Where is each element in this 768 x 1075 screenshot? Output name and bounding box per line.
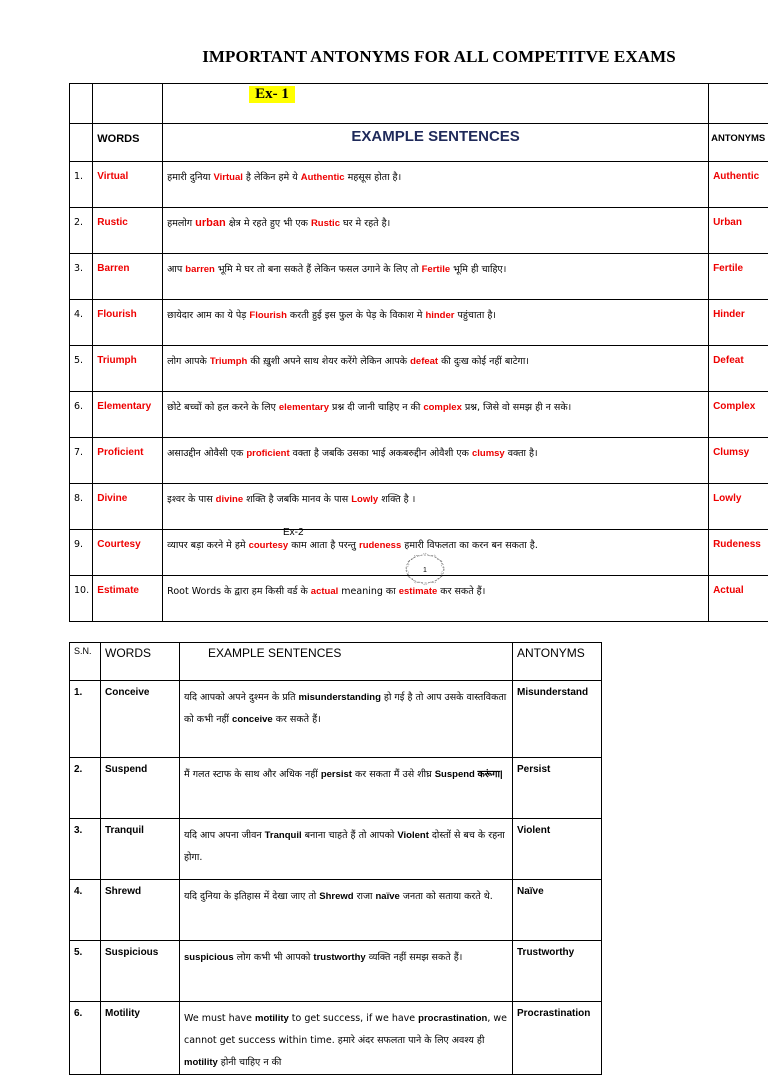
highlighted-word: urban	[195, 217, 226, 229]
table-row	[70, 392, 768, 438]
table-row	[70, 484, 768, 530]
sentence-text: की दुःख कोई नहीं बाटेगा।	[438, 356, 529, 367]
sentence-text: शक्ति है जबकि मानव के पास	[243, 494, 351, 505]
sentence-text: लोग आपके	[167, 356, 210, 367]
sentence-text: कर सकते हैं।	[273, 714, 321, 725]
serial-number: 2.	[70, 758, 101, 819]
sentence-cell	[163, 300, 709, 346]
sentence-cell	[180, 681, 513, 758]
antonym-cell: Procrastination	[513, 1002, 602, 1075]
highlighted-word: actual	[311, 586, 338, 597]
sentence-text: वक्ता है।	[505, 448, 538, 459]
serial-number: 4.	[70, 300, 93, 346]
table-row	[70, 1002, 602, 1075]
antonym-cell: Urban	[709, 208, 768, 254]
highlighted-word: defeat	[410, 356, 438, 367]
table-row	[70, 941, 602, 1002]
highlighted-word: trustworthy	[313, 952, 365, 963]
sentence-text: भूमि ही चाहिए।	[450, 264, 506, 275]
table-row	[70, 254, 768, 300]
sentence-text: महसूस होता है।	[345, 172, 402, 183]
table-row	[70, 880, 602, 941]
highlighted-word: Triumph	[210, 356, 247, 367]
table-row	[70, 758, 602, 819]
serial-number: 1.	[70, 681, 101, 758]
header-words: WORDS	[97, 133, 139, 145]
sentence-text: to get success, if we have	[289, 1013, 418, 1024]
header-example-sentences-2: EXAMPLE SENTENCES	[208, 646, 341, 660]
header-example-sentences: EXAMPLE SENTENCES	[167, 128, 704, 145]
sentence-text: हमलोग	[167, 218, 195, 229]
highlighted-word: motility	[184, 1057, 218, 1068]
highlighted-word: Fertile	[422, 264, 451, 275]
word-cell: Proficient	[93, 438, 163, 484]
highlighted-word: barren	[185, 264, 215, 275]
page-number-badge	[403, 551, 447, 587]
highlighted-word: conceive	[232, 714, 273, 725]
sentence-text: वक्ता है जबकि उसका भाई अकबरुद्दीन ओवैशी एक	[290, 448, 472, 459]
word-cell: Courtesy	[93, 530, 163, 576]
sentence-text: प्रश्न दी जानी चाहिए न की	[329, 402, 423, 413]
word-cell: Motility	[101, 1002, 180, 1075]
serial-number: 3.	[70, 819, 101, 880]
word-cell: Flourish	[93, 300, 163, 346]
sentence-text: यदि आप अपना जीवन	[184, 830, 265, 841]
antonym-cell: Violent	[513, 819, 602, 880]
highlighted-word: estimate	[399, 586, 438, 597]
table-row	[70, 819, 602, 880]
serial-number: 3.	[70, 254, 93, 300]
sentence-cell	[180, 941, 513, 1002]
sentence-cell	[163, 346, 709, 392]
antonym-cell: Actual	[709, 576, 768, 622]
sentence-text: करती हुई इस फुल के पेड़ के विकाश मे	[287, 310, 426, 321]
sentence-cell	[163, 162, 709, 208]
sentence-text: व्यक्ति नहीं समझ सकते हैं।	[366, 952, 463, 963]
sentence-text: बनाना चाहते हैं तो आपको	[302, 830, 398, 841]
sentence-cell	[163, 254, 709, 300]
serial-number: 6.	[70, 1002, 101, 1075]
header-sn: S.N.	[74, 646, 92, 656]
highlighted-word: Flourish	[249, 310, 286, 321]
sentence-text: भूमि मे घर तो बना सकते हैं लेकिन फसल उगाने के लिए तो	[215, 264, 422, 275]
antonym-cell: Fertile	[709, 254, 768, 300]
sentence-cell	[163, 208, 709, 254]
sentence-text: होनी चाहिए न की	[218, 1057, 282, 1068]
sentence-cell	[163, 438, 709, 484]
antonym-cell: Rudeness	[709, 530, 768, 576]
serial-number: 8.	[70, 484, 93, 530]
antonym-cell: Trustworthy	[513, 941, 602, 1002]
serial-number: 2.	[70, 208, 93, 254]
highlighted-word: motility	[255, 1013, 289, 1024]
sentence-text: आप	[167, 264, 185, 275]
sentence-text: यदि दुनिया के इतिहास में देखा जाए तो	[184, 891, 319, 902]
antonym-cell: Lowly	[709, 484, 768, 530]
sentence-text: meaning का	[338, 586, 398, 597]
sentence-text: हमारी विफलता का करन बन सकता है.	[401, 540, 538, 551]
highlighted-word: naïve	[376, 891, 400, 902]
table-row	[70, 300, 768, 346]
highlighted-word: Virtual	[213, 172, 242, 183]
highlighted-word: Lowly	[351, 494, 378, 505]
antonym-cell: Hinder	[709, 300, 768, 346]
word-cell: Estimate	[93, 576, 163, 622]
sentence-text: पहुंचाता है।	[454, 310, 496, 321]
highlighted-word: Authentic	[301, 172, 345, 183]
serial-number: 9.	[70, 530, 93, 576]
antonym-cell: Persist	[513, 758, 602, 819]
highlighted-word: complex	[423, 402, 462, 413]
highlighted-word: proficient	[246, 448, 289, 459]
word-cell: Barren	[93, 254, 163, 300]
table-row	[70, 438, 768, 484]
highlighted-word: Rustic	[311, 218, 340, 229]
antonym-cell: Complex	[709, 392, 768, 438]
sentence-cell	[180, 758, 513, 819]
ex2-label: Ex-2	[283, 527, 304, 538]
highlighted-word: courtesy	[249, 540, 289, 551]
table-row	[70, 681, 602, 758]
sentence-cell	[180, 819, 513, 880]
highlighted-word: Tranquil	[265, 830, 302, 841]
sentence-text: राजा	[354, 891, 376, 902]
highlighted-word: Suspend करूंगा|	[435, 769, 503, 780]
table-row	[70, 162, 768, 208]
word-cell: Divine	[93, 484, 163, 530]
word-cell: Suspicious	[101, 941, 180, 1002]
highlighted-word: misunderstanding	[299, 692, 381, 703]
antonyms-table-ex2	[69, 642, 602, 1075]
word-cell: Conceive	[101, 681, 180, 758]
serial-number: 7.	[70, 438, 93, 484]
highlighted-word: Shrewd	[319, 891, 353, 902]
word-cell: Tranquil	[101, 819, 180, 880]
sentence-text: , we cannot get success within time. हमारे अंदर सफलता पाने के लिए अवश्य ही	[184, 1013, 507, 1046]
header-antonyms: ANTONYMS	[711, 133, 765, 144]
header-words-2: WORDS	[105, 646, 151, 660]
sentence-text: घर मे रहते है।	[340, 218, 390, 229]
serial-number: 4.	[70, 880, 101, 941]
sentence-text: व्यापर बड़ा करने मे हमे	[167, 540, 248, 551]
serial-number: 5.	[70, 346, 93, 392]
antonym-cell: Clumsy	[709, 438, 768, 484]
word-cell: Rustic	[93, 208, 163, 254]
sentence-text: कर सकते हैं।	[437, 586, 485, 597]
sentence-cell	[163, 484, 709, 530]
sentence-text: जनता को सताया करते थे.	[400, 891, 493, 902]
sentence-text: है लेकिन हमे ये	[243, 172, 301, 183]
ex1-label: Ex- 1	[249, 86, 295, 103]
highlighted-word: Violent	[397, 830, 429, 841]
word-cell: Shrewd	[101, 880, 180, 941]
highlighted-word: suspicious	[184, 952, 234, 963]
word-cell: Suspend	[101, 758, 180, 819]
table-row	[70, 208, 768, 254]
sentence-text: Root Words के द्वारा हम किसी वर्ड के	[167, 586, 311, 597]
sentence-text: असाउद्दीन ओवैसी एक	[167, 448, 246, 459]
sentence-text: की ख़ुशी अपने साथ शेयर करेंगे लेकिन आपके	[247, 356, 410, 367]
highlighted-word: rudeness	[359, 540, 401, 551]
sentence-cell	[180, 880, 513, 941]
antonym-cell: Naïve	[513, 880, 602, 941]
sentence-text: क्षेत्र मे रहते हुए भी एक	[226, 218, 311, 229]
page-number: 1	[423, 567, 427, 574]
sentence-text: लोग कभी भी आपको	[234, 952, 314, 963]
highlighted-word: clumsy	[472, 448, 505, 459]
serial-number: 6.	[70, 392, 93, 438]
antonyms-table-ex1	[69, 83, 768, 622]
highlighted-word: persist	[321, 769, 352, 780]
sentence-text: काम आता है परन्तु	[288, 540, 359, 551]
highlighted-word: divine	[216, 494, 243, 505]
highlighted-word: procrastination	[418, 1013, 487, 1024]
sentence-text: शक्ति है ।	[378, 494, 415, 505]
sentence-text: यदि आपको अपने दुश्मन के प्रति	[184, 692, 299, 703]
sentence-text: दोस्तों से बच के रहना होगा.	[184, 830, 505, 863]
sentence-cell	[163, 392, 709, 438]
sentence-text: हमारी दुनिया	[167, 172, 213, 183]
antonym-cell: Defeat	[709, 346, 768, 392]
highlighted-word: elementary	[279, 402, 329, 413]
serial-number: 10.	[70, 576, 93, 622]
page-title: IMPORTANT ANTONYMS FOR ALL COMPETITVE EXAMS	[0, 47, 768, 67]
word-cell: Virtual	[93, 162, 163, 208]
sentence-text: छायेदार आम का ये पेड़	[167, 310, 249, 321]
highlighted-word: hinder	[425, 310, 454, 321]
word-cell: Elementary	[93, 392, 163, 438]
sentence-text: इश्वर के पास	[167, 494, 216, 505]
header-antonyms-2: ANTONYMS	[517, 646, 585, 660]
sentence-text: कर सकता मैं उसे शीघ्र	[352, 769, 435, 780]
table-row	[70, 346, 768, 392]
sentence-cell	[180, 1002, 513, 1075]
word-cell: Triumph	[93, 346, 163, 392]
sentence-text: We must have	[184, 1013, 255, 1024]
sentence-text: मैं गलत स्टाफ के साथ और अधिक नहीं	[184, 769, 321, 780]
sentence-text: प्रश्न, जिसे वो समझ ही न सके।	[462, 402, 571, 413]
antonym-cell: Authentic	[709, 162, 768, 208]
antonym-cell: Misunderstand	[513, 681, 602, 758]
serial-number: 5.	[70, 941, 101, 1002]
sentence-text: हो गई है तो आप उसके वास्तविकता को कभी नहीं	[184, 692, 506, 725]
serial-number: 1.	[70, 162, 93, 208]
sentence-text: छोटे बच्चों को हल करने के लिए	[167, 402, 279, 413]
